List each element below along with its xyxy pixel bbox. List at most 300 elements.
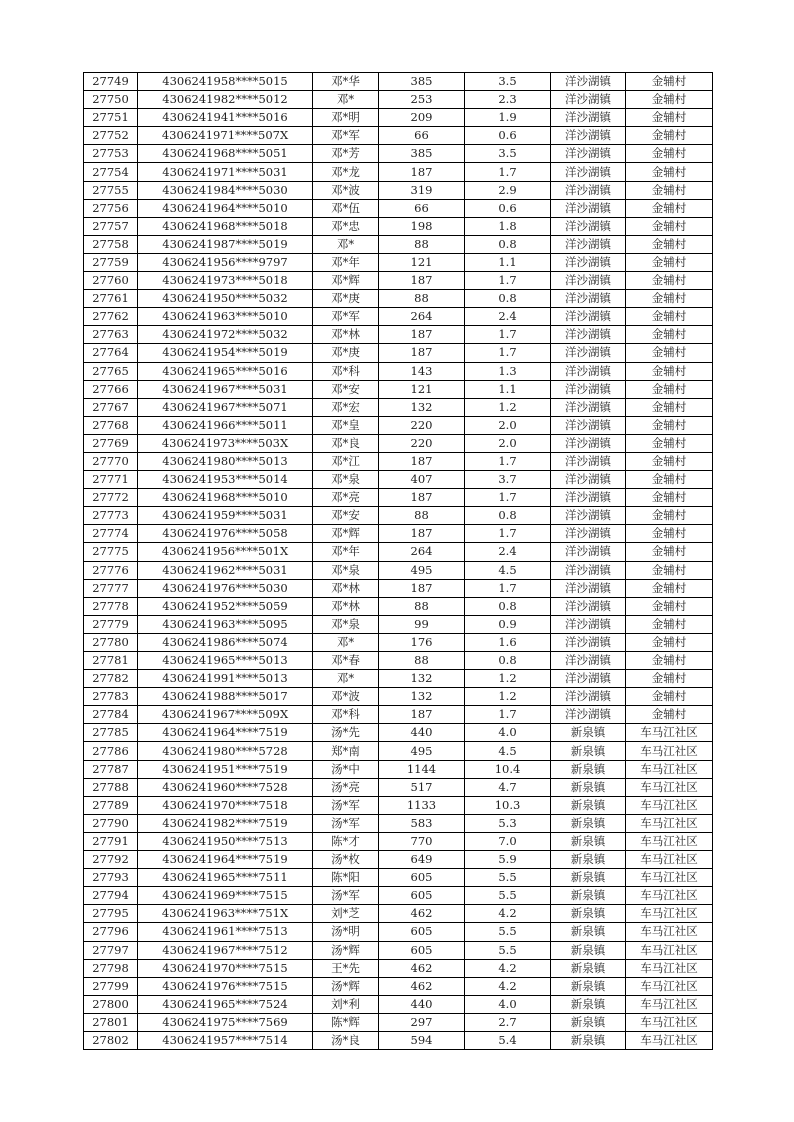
village-cell: 车马江社区 [626,977,713,995]
table-row [84,145,713,163]
village-cell: 车马江社区 [626,778,713,796]
table-row [84,308,713,326]
id-number-cell: 4306241976****7515 [138,977,313,995]
value-cell: 1.1 [465,253,551,271]
village-cell: 金辅村 [626,272,713,290]
amount-cell: 88 [379,235,465,253]
row-number-cell: 27788 [84,778,138,796]
town-cell: 洋沙湖镇 [551,688,626,706]
row-number-cell: 27790 [84,814,138,832]
town-cell: 洋沙湖镇 [551,471,626,489]
name-cell: 邓*亮 [313,489,379,507]
town-cell: 新泉镇 [551,1031,626,1049]
village-cell: 金辅村 [626,380,713,398]
table-row [84,742,713,760]
table-row [84,832,713,850]
table-row [84,851,713,869]
table-row [84,489,713,507]
amount-cell: 143 [379,362,465,380]
table-row [84,633,713,651]
town-cell: 洋沙湖镇 [551,199,626,217]
village-cell: 车马江社区 [626,851,713,869]
amount-cell: 187 [379,163,465,181]
name-cell: 汤*辉 [313,941,379,959]
amount-cell: 132 [379,398,465,416]
id-number-cell: 4306241965****5016 [138,362,313,380]
village-cell: 车马江社区 [626,995,713,1013]
table-row [84,615,713,633]
town-cell: 洋沙湖镇 [551,670,626,688]
id-number-cell: 4306241968****5010 [138,489,313,507]
row-number-cell: 27753 [84,145,138,163]
row-number-cell: 27755 [84,181,138,199]
value-cell: 4.0 [465,724,551,742]
name-cell: 汤*军 [313,887,379,905]
town-cell: 洋沙湖镇 [551,489,626,507]
village-cell: 金辅村 [626,688,713,706]
village-cell: 金辅村 [626,398,713,416]
table-row [84,525,713,543]
name-cell: 汤*枚 [313,851,379,869]
village-cell: 金辅村 [626,127,713,145]
value-cell: 1.2 [465,398,551,416]
table-row [84,543,713,561]
village-cell: 金辅村 [626,561,713,579]
town-cell: 新泉镇 [551,923,626,941]
value-cell: 1.9 [465,109,551,127]
amount-cell: 605 [379,869,465,887]
amount-cell: 187 [379,452,465,470]
name-cell: 邓*伍 [313,199,379,217]
village-cell: 车马江社区 [626,869,713,887]
row-number-cell: 27783 [84,688,138,706]
name-cell: 邓*芳 [313,145,379,163]
village-cell: 金辅村 [626,452,713,470]
name-cell: 汤*中 [313,760,379,778]
name-cell: 陈*辉 [313,1013,379,1031]
amount-cell: 440 [379,995,465,1013]
village-cell: 金辅村 [626,434,713,452]
village-cell: 金辅村 [626,416,713,434]
amount-cell: 462 [379,905,465,923]
value-cell: 4.7 [465,778,551,796]
table-row [84,923,713,941]
row-number-cell: 27778 [84,597,138,615]
town-cell: 洋沙湖镇 [551,326,626,344]
village-cell: 金辅村 [626,308,713,326]
value-cell: 0.6 [465,199,551,217]
value-cell: 2.7 [465,1013,551,1031]
value-cell: 1.6 [465,633,551,651]
id-number-cell: 4306241965****7511 [138,869,313,887]
id-number-cell: 4306241951****7519 [138,760,313,778]
value-cell: 5.5 [465,923,551,941]
name-cell: 汤*良 [313,1031,379,1049]
row-number-cell: 27798 [84,959,138,977]
value-cell: 4.2 [465,959,551,977]
village-cell: 金辅村 [626,217,713,235]
value-cell: 5.4 [465,1031,551,1049]
table-row [84,109,713,127]
id-number-cell: 4306241982****7519 [138,814,313,832]
id-number-cell: 4306241967****7512 [138,941,313,959]
row-number-cell: 27750 [84,91,138,109]
id-number-cell: 4306241984****5030 [138,181,313,199]
name-cell: 邓* [313,235,379,253]
town-cell: 洋沙湖镇 [551,416,626,434]
village-cell: 车马江社区 [626,742,713,760]
amount-cell: 770 [379,832,465,850]
table-row [84,290,713,308]
amount-cell: 385 [379,145,465,163]
town-cell: 洋沙湖镇 [551,561,626,579]
town-cell: 洋沙湖镇 [551,579,626,597]
town-cell: 洋沙湖镇 [551,181,626,199]
village-cell: 车马江社区 [626,1031,713,1049]
value-cell: 1.7 [465,706,551,724]
row-number-cell: 27787 [84,760,138,778]
name-cell: 汤*先 [313,724,379,742]
value-cell: 1.2 [465,688,551,706]
name-cell: 邓*波 [313,688,379,706]
amount-cell: 605 [379,887,465,905]
amount-cell: 209 [379,109,465,127]
village-cell: 车马江社区 [626,760,713,778]
id-number-cell: 4306241971****5031 [138,163,313,181]
amount-cell: 649 [379,851,465,869]
amount-cell: 88 [379,652,465,670]
town-cell: 洋沙湖镇 [551,633,626,651]
town-cell: 新泉镇 [551,796,626,814]
id-number-cell: 4306241941****5016 [138,109,313,127]
name-cell: 邓*军 [313,127,379,145]
table-row [84,977,713,995]
row-number-cell: 27749 [84,73,138,91]
town-cell: 新泉镇 [551,941,626,959]
village-cell: 金辅村 [626,615,713,633]
id-number-cell: 4306241950****5032 [138,290,313,308]
table-row [84,688,713,706]
name-cell: 邓*林 [313,579,379,597]
town-cell: 新泉镇 [551,760,626,778]
name-cell: 邓*安 [313,507,379,525]
amount-cell: 385 [379,73,465,91]
village-cell: 金辅村 [626,253,713,271]
row-number-cell: 27766 [84,380,138,398]
table-row [84,1013,713,1031]
id-number-cell: 4306241970****7515 [138,959,313,977]
village-cell: 金辅村 [626,507,713,525]
row-number-cell: 27756 [84,199,138,217]
id-number-cell: 4306241982****5012 [138,91,313,109]
name-cell: 邓* [313,633,379,651]
town-cell: 新泉镇 [551,778,626,796]
id-number-cell: 4306241953****5014 [138,471,313,489]
table-row [84,398,713,416]
id-number-cell: 4306241972****5032 [138,326,313,344]
village-cell: 车马江社区 [626,887,713,905]
name-cell: 邓*皇 [313,416,379,434]
name-cell: 汤*军 [313,796,379,814]
town-cell: 新泉镇 [551,869,626,887]
table-row [84,814,713,832]
village-cell: 车马江社区 [626,1013,713,1031]
amount-cell: 264 [379,543,465,561]
amount-cell: 605 [379,941,465,959]
village-cell: 车马江社区 [626,814,713,832]
name-cell: 邓*春 [313,652,379,670]
name-cell: 邓*良 [313,434,379,452]
row-number-cell: 27761 [84,290,138,308]
table-row [84,670,713,688]
table-row [84,217,713,235]
value-cell: 1.7 [465,452,551,470]
row-number-cell: 27754 [84,163,138,181]
value-cell: 1.7 [465,326,551,344]
amount-cell: 297 [379,1013,465,1031]
row-number-cell: 27802 [84,1031,138,1049]
name-cell: 陈*才 [313,832,379,850]
name-cell: 邓*忠 [313,217,379,235]
name-cell: 汤*辉 [313,977,379,995]
town-cell: 洋沙湖镇 [551,434,626,452]
name-cell: 邓*庚 [313,344,379,362]
table-row [84,652,713,670]
town-cell: 新泉镇 [551,959,626,977]
amount-cell: 66 [379,127,465,145]
amount-cell: 187 [379,326,465,344]
row-number-cell: 27767 [84,398,138,416]
town-cell: 洋沙湖镇 [551,127,626,145]
village-cell: 金辅村 [626,706,713,724]
name-cell: 邓*龙 [313,163,379,181]
name-cell: 邓*辉 [313,525,379,543]
table-body [84,73,713,1050]
table-row [84,344,713,362]
id-number-cell: 4306241965****7524 [138,995,313,1013]
row-number-cell: 27799 [84,977,138,995]
value-cell: 7.0 [465,832,551,850]
row-number-cell: 27762 [84,308,138,326]
value-cell: 4.2 [465,905,551,923]
id-number-cell: 4306241960****7528 [138,778,313,796]
table-row [84,163,713,181]
village-cell: 金辅村 [626,199,713,217]
town-cell: 洋沙湖镇 [551,163,626,181]
table-row [84,905,713,923]
id-number-cell: 4306241958****5015 [138,73,313,91]
table-row [84,778,713,796]
name-cell: 汤*明 [313,923,379,941]
name-cell: 王*先 [313,959,379,977]
id-number-cell: 4306241963****5095 [138,615,313,633]
village-cell: 金辅村 [626,290,713,308]
value-cell: 3.5 [465,73,551,91]
row-number-cell: 27773 [84,507,138,525]
table-row [84,253,713,271]
name-cell: 邓*林 [313,326,379,344]
amount-cell: 220 [379,434,465,452]
table-row [84,760,713,778]
village-cell: 车马江社区 [626,923,713,941]
value-cell: 4.5 [465,561,551,579]
row-number-cell: 27751 [84,109,138,127]
name-cell: 刘*芝 [313,905,379,923]
id-number-cell: 4306241963****751X [138,905,313,923]
town-cell: 洋沙湖镇 [551,543,626,561]
town-cell: 新泉镇 [551,724,626,742]
amount-cell: 187 [379,272,465,290]
id-number-cell: 4306241965****5013 [138,652,313,670]
name-cell: 邓*军 [313,308,379,326]
id-number-cell: 4306241980****5728 [138,742,313,760]
town-cell: 新泉镇 [551,742,626,760]
row-number-cell: 27785 [84,724,138,742]
amount-cell: 187 [379,525,465,543]
town-cell: 洋沙湖镇 [551,398,626,416]
table-row [84,326,713,344]
village-cell: 金辅村 [626,489,713,507]
table-row [84,416,713,434]
table-row [84,272,713,290]
row-number-cell: 27769 [84,434,138,452]
value-cell: 0.8 [465,290,551,308]
amount-cell: 187 [379,579,465,597]
row-number-cell: 27752 [84,127,138,145]
table-row [84,91,713,109]
value-cell: 5.3 [465,814,551,832]
town-cell: 洋沙湖镇 [551,73,626,91]
row-number-cell: 27793 [84,869,138,887]
value-cell: 4.0 [465,995,551,1013]
row-number-cell: 27775 [84,543,138,561]
table-row [84,127,713,145]
value-cell: 1.7 [465,272,551,290]
id-number-cell: 4306241973****5018 [138,272,313,290]
amount-cell: 132 [379,670,465,688]
data-table [83,72,713,1050]
village-cell: 金辅村 [626,163,713,181]
town-cell: 洋沙湖镇 [551,235,626,253]
id-number-cell: 4306241952****5059 [138,597,313,615]
row-number-cell: 27757 [84,217,138,235]
table-row [84,362,713,380]
town-cell: 新泉镇 [551,1013,626,1031]
row-number-cell: 27792 [84,851,138,869]
village-cell: 金辅村 [626,597,713,615]
amount-cell: 462 [379,959,465,977]
village-cell: 金辅村 [626,235,713,253]
id-number-cell: 4306241991****5013 [138,670,313,688]
id-number-cell: 4306241987****5019 [138,235,313,253]
row-number-cell: 27779 [84,615,138,633]
value-cell: 5.5 [465,887,551,905]
value-cell: 2.4 [465,543,551,561]
village-cell: 金辅村 [626,579,713,597]
name-cell: 邓*庚 [313,290,379,308]
value-cell: 2.9 [465,181,551,199]
town-cell: 洋沙湖镇 [551,308,626,326]
amount-cell: 253 [379,91,465,109]
id-number-cell: 4306241976****5058 [138,525,313,543]
town-cell: 洋沙湖镇 [551,362,626,380]
row-number-cell: 27776 [84,561,138,579]
id-number-cell: 4306241950****7513 [138,832,313,850]
town-cell: 洋沙湖镇 [551,109,626,127]
town-cell: 洋沙湖镇 [551,597,626,615]
id-number-cell: 4306241976****5030 [138,579,313,597]
table-row [84,796,713,814]
amount-cell: 583 [379,814,465,832]
amount-cell: 187 [379,489,465,507]
table-row [84,434,713,452]
value-cell: 5.5 [465,941,551,959]
town-cell: 洋沙湖镇 [551,91,626,109]
value-cell: 1.7 [465,579,551,597]
name-cell: 邓*泉 [313,615,379,633]
name-cell: 邓*明 [313,109,379,127]
row-number-cell: 27784 [84,706,138,724]
id-number-cell: 4306241967****5071 [138,398,313,416]
amount-cell: 605 [379,923,465,941]
amount-cell: 1133 [379,796,465,814]
amount-cell: 319 [379,181,465,199]
town-cell: 洋沙湖镇 [551,380,626,398]
value-cell: 5.9 [465,851,551,869]
village-cell: 车马江社区 [626,905,713,923]
name-cell: 陈*阳 [313,869,379,887]
name-cell: 邓*泉 [313,561,379,579]
id-number-cell: 4306241959****5031 [138,507,313,525]
amount-cell: 88 [379,597,465,615]
row-number-cell: 27760 [84,272,138,290]
amount-cell: 1144 [379,760,465,778]
town-cell: 洋沙湖镇 [551,452,626,470]
table-row [84,579,713,597]
table-row [84,959,713,977]
row-number-cell: 27770 [84,452,138,470]
town-cell: 新泉镇 [551,814,626,832]
village-cell: 金辅村 [626,543,713,561]
amount-cell: 187 [379,706,465,724]
amount-cell: 187 [379,344,465,362]
village-cell: 车马江社区 [626,832,713,850]
value-cell: 0.8 [465,235,551,253]
amount-cell: 99 [379,615,465,633]
id-number-cell: 4306241986****5074 [138,633,313,651]
amount-cell: 407 [379,471,465,489]
town-cell: 洋沙湖镇 [551,290,626,308]
row-number-cell: 27794 [84,887,138,905]
amount-cell: 517 [379,778,465,796]
village-cell: 金辅村 [626,109,713,127]
id-number-cell: 4306241973****503X [138,434,313,452]
table-row [84,380,713,398]
value-cell: 1.7 [465,163,551,181]
table-row [84,507,713,525]
id-number-cell: 4306241956****501X [138,543,313,561]
row-number-cell: 27774 [84,525,138,543]
id-number-cell: 4306241956****9797 [138,253,313,271]
town-cell: 新泉镇 [551,887,626,905]
value-cell: 0.9 [465,615,551,633]
value-cell: 1.7 [465,525,551,543]
value-cell: 3.5 [465,145,551,163]
village-cell: 金辅村 [626,525,713,543]
amount-cell: 198 [379,217,465,235]
table-row [84,73,713,91]
name-cell: 邓*宏 [313,398,379,416]
